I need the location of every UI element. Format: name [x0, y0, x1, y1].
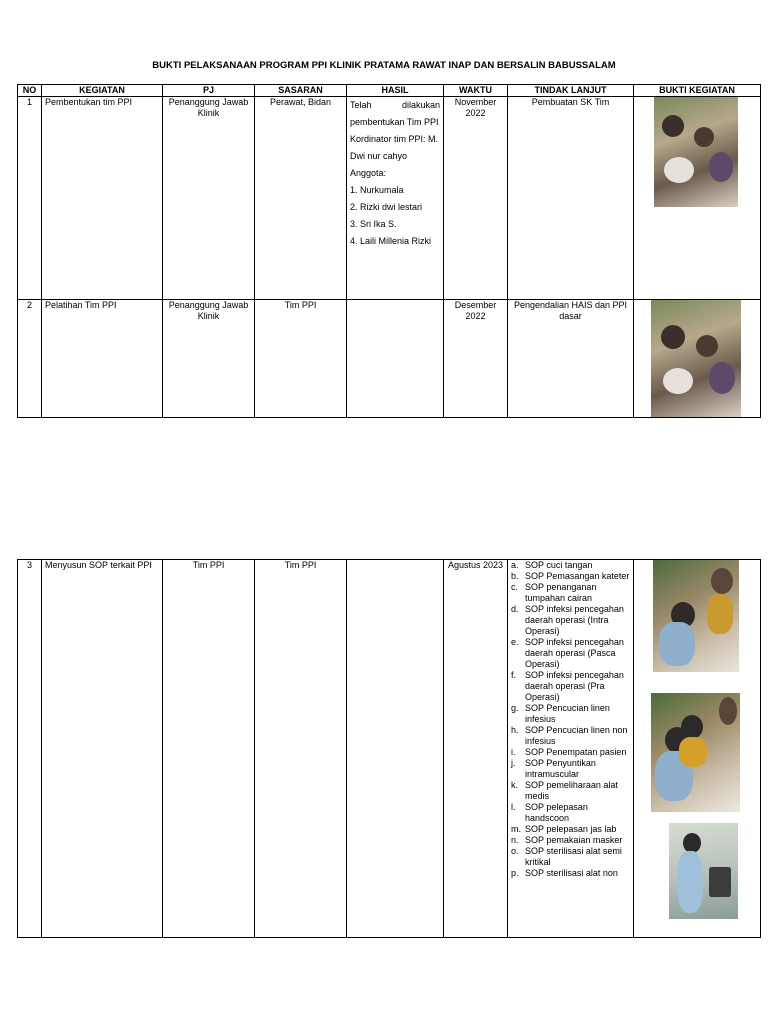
row-kegiatan: Pembentukan tim PPI	[42, 97, 163, 300]
handwashing-demo-photo	[653, 560, 739, 672]
sop-marker: f.	[511, 670, 517, 680]
sop-text: SOP sterilisasi alat semi kritikal	[525, 846, 622, 867]
header-waktu: WAKTU	[444, 85, 508, 97]
row-tindak-lanjut: Pengendalian HAIS dan PPI dasar	[508, 300, 634, 418]
sop-item	[511, 835, 630, 846]
sop-text: SOP infeksi pencegahan daerah operasi (Intra Operasi)	[525, 604, 624, 636]
row-waktu: Desember 2022	[444, 300, 508, 418]
sop-text: SOP pemakaian masker	[525, 835, 623, 845]
sop-text: SOP Pemasangan kateter	[525, 571, 630, 581]
sop-item	[511, 747, 630, 758]
header-tindak-lanjut: TINDAK LANJUT	[508, 85, 634, 97]
row-waktu: November 2022	[444, 97, 508, 300]
header-hasil: HASIL	[347, 85, 444, 97]
sop-text: SOP cuci tangan	[525, 560, 593, 570]
header-pj: PJ	[163, 85, 255, 97]
row-sasaran: Tim PPI	[255, 300, 347, 418]
sop-text: SOP pelepasan jas lab	[525, 824, 617, 834]
table-row	[18, 560, 761, 938]
hasil-koordinator: Kordinator tim PPI: M. Dwi nur cahyo	[350, 134, 439, 161]
row-hasil	[347, 560, 444, 938]
header-no: NO	[18, 85, 42, 97]
sop-marker: c.	[511, 582, 519, 592]
hasil-anggota-item: 3. Sri Ika S.	[350, 219, 397, 229]
row-kegiatan: Menyusun SOP terkait PPI	[42, 560, 163, 938]
table-header-row	[18, 85, 761, 97]
hasil-anggota-label: Anggota:	[350, 168, 387, 178]
header-kegiatan: KEGIATAN	[42, 85, 163, 97]
sop-marker: l.	[511, 802, 516, 812]
sop-item	[511, 780, 630, 802]
row-waktu: Agustus 2023	[444, 560, 508, 938]
sop-marker: a.	[511, 560, 519, 570]
table-row	[18, 97, 761, 300]
sop-marker: g.	[511, 703, 519, 713]
sink-handwashing-photo	[669, 823, 738, 919]
row-hasil	[347, 300, 444, 418]
sop-marker: n.	[511, 835, 519, 845]
sop-text: SOP infeksi pencegahan daerah operasi (Pasca Operasi)	[525, 637, 624, 669]
row-sasaran: Perawat, Bidan	[255, 97, 347, 300]
sop-text: SOP Pencucian linen non infesius	[525, 725, 628, 746]
row-pj: Tim PPI	[163, 560, 255, 938]
sop-item	[511, 703, 630, 725]
row-bukti	[634, 97, 761, 300]
row-hasil	[347, 97, 444, 300]
row-bukti	[634, 300, 761, 418]
sop-item	[511, 802, 630, 824]
sop-text: SOP Pencucian linen infesius	[525, 703, 610, 724]
activity-table-page-1	[17, 84, 761, 418]
row-tindak-lanjut	[508, 560, 634, 938]
hasil-anggota-item: 2. Rizki dwi lestari	[350, 202, 423, 212]
sop-item	[511, 560, 630, 571]
hasil-anggota-item: 4. Laili Millenia Rizki	[350, 236, 432, 246]
sop-text: SOP penanganan tumpahan cairan	[525, 582, 597, 603]
row-pj: Penanggung Jawab Klinik	[163, 300, 255, 418]
sop-text: SOP Penyuntikan intramuscular	[525, 758, 596, 779]
sop-text: SOP pemeliharaan alat medis	[525, 780, 618, 801]
row-sasaran: Tim PPI	[255, 560, 347, 938]
header-sasaran: SASARAN	[255, 85, 347, 97]
hasil-intro: Telah dilakukan pembentukan Tim PPI	[350, 100, 440, 127]
sop-item	[511, 670, 630, 703]
sop-list	[511, 560, 630, 879]
document-title: BUKTI PELAKSANAAN PROGRAM PPI KLINIK PRATAMA RAWAT INAP DAN BERSALIN BABUSSALAM	[152, 60, 616, 71]
sop-marker: p.	[511, 868, 519, 878]
sop-marker: h.	[511, 725, 519, 735]
sop-marker: k.	[511, 780, 519, 790]
sop-item	[511, 824, 630, 835]
sop-marker: i.	[511, 747, 516, 757]
row-tindak-lanjut: Pembuatan SK Tim	[508, 97, 634, 300]
sop-marker: j.	[511, 758, 516, 768]
sop-marker: e.	[511, 637, 519, 647]
row-no: 3	[18, 560, 42, 938]
row-pj: Penanggung Jawab Klinik	[163, 97, 255, 300]
header-bukti-kegiatan: BUKTI KEGIATAN	[634, 85, 761, 97]
sop-item	[511, 604, 630, 637]
sop-item	[511, 758, 630, 780]
sop-item	[511, 637, 630, 670]
sop-marker: b.	[511, 571, 519, 581]
sop-text: SOP sterilisasi alat non	[525, 868, 618, 878]
training-group-photo	[654, 97, 738, 207]
sop-text: SOP Penempatan pasien	[525, 747, 627, 757]
row-bukti	[634, 560, 761, 938]
row-no: 2	[18, 300, 42, 418]
sop-marker: m.	[511, 824, 521, 834]
sop-text: SOP infeksi pencegahan daerah operasi (Pra Operasi)	[525, 670, 624, 702]
sop-text: SOP pelepasan handscoon	[525, 802, 588, 823]
row-kegiatan: Pelatihan Tim PPI	[42, 300, 163, 418]
sop-item	[511, 725, 630, 747]
sop-item	[511, 846, 630, 868]
sop-item	[511, 571, 630, 582]
training-group-photo	[651, 300, 741, 417]
hasil-anggota-item: 1. Nurkumala	[350, 185, 404, 195]
sop-marker: o.	[511, 846, 519, 856]
sop-item	[511, 582, 630, 604]
row-no: 1	[18, 97, 42, 300]
activity-table-page-2	[17, 559, 761, 938]
handwashing-demo-photo	[651, 693, 740, 812]
sop-item	[511, 868, 630, 879]
sop-marker: d.	[511, 604, 519, 614]
table-row	[18, 300, 761, 418]
